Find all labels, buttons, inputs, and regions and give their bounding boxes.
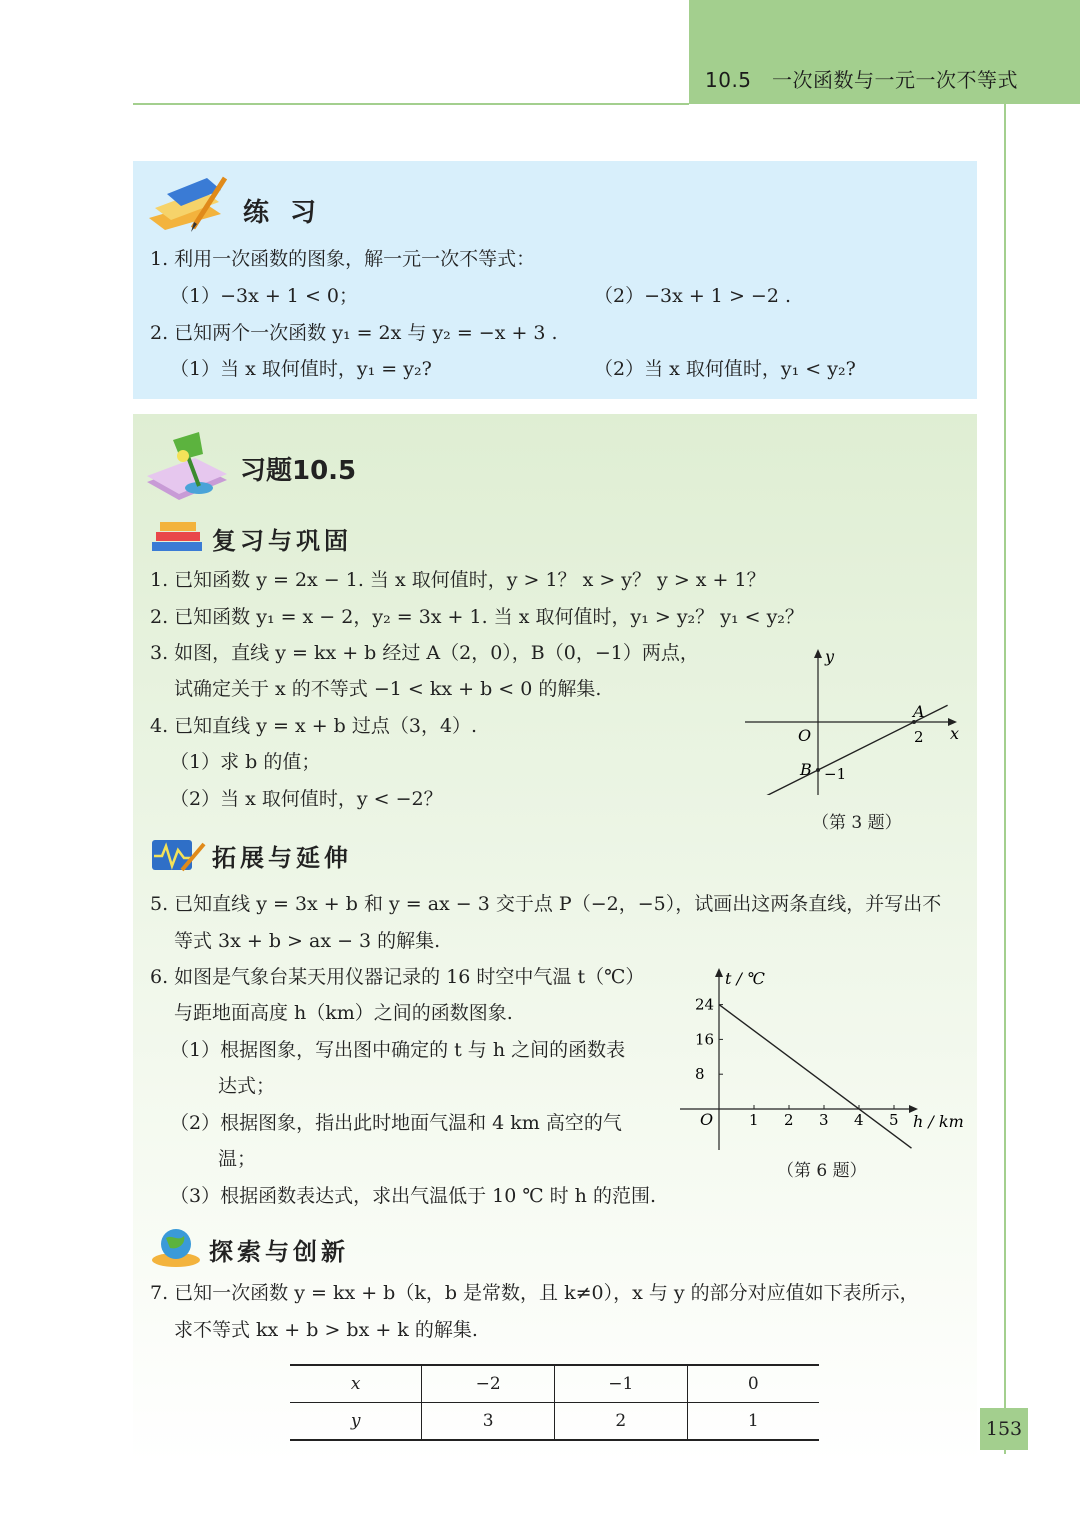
section-header: 10.5 一次函数与一元一次不等式 bbox=[705, 68, 1019, 92]
wave-pencil-icon bbox=[148, 834, 206, 874]
y-tick-label: 24 bbox=[695, 995, 715, 1014]
table-cell: 2 bbox=[554, 1403, 687, 1441]
table-cell: 0 bbox=[687, 1365, 819, 1403]
y-axis-label: t / ℃ bbox=[725, 969, 765, 988]
extend-q6-2: （2）根据图象，指出此时地面气温和 4 km 高空的气 bbox=[170, 1112, 622, 1134]
y-axis-arrow bbox=[814, 649, 822, 658]
practice-q1-2: （2）−3x + 1 > −2 . bbox=[594, 285, 791, 307]
table-cell: x bbox=[350, 1374, 361, 1394]
extend-q6-3: （3）根据函数表达式，求出气温低于 10 ℃ 时 h 的范围. bbox=[170, 1185, 656, 1207]
point-b-label: B bbox=[800, 760, 812, 779]
extend-q6-1-cont: 达式； bbox=[218, 1075, 276, 1097]
review-q2: 2. 已知函数 y₁ = x − 2，y₂ = 3x + 1. 当 x 取何值时，y₁ > y₂？ y₁ < y₂？ bbox=[150, 606, 804, 628]
point-b bbox=[816, 768, 820, 772]
point-b-tick: −1 bbox=[824, 765, 847, 783]
x-tick-label: 4 bbox=[854, 1111, 864, 1129]
practice-title: 练 习 bbox=[243, 198, 323, 228]
books-pencil-icon bbox=[145, 172, 230, 234]
review-q3-cont: 试确定关于 x 的不等式 −1 < kx + b < 0 的解集. bbox=[174, 678, 602, 700]
figure-6-caption: （第 6 题） bbox=[777, 1161, 867, 1181]
table-cell: 3 bbox=[422, 1403, 555, 1441]
page-number: 153 bbox=[980, 1408, 1028, 1450]
practice-q2: 2. 已知两个一次函数 y₁ = 2x 与 y₂ = −x + 3 . bbox=[150, 322, 558, 344]
stacked-books-icon bbox=[148, 518, 206, 554]
explore-title: 探索与创新 bbox=[209, 1238, 349, 1266]
header-rule bbox=[133, 103, 689, 105]
extend-q5: 5. 已知直线 y = 3x + b 和 y = ax − 3 交于点 P（−2，−5），试画出这两条直线，并写出不 bbox=[150, 893, 942, 915]
extend-q6: 6. 如图是气象台某天用仪器记录的 16 时空中气温 t（℃） bbox=[150, 966, 645, 988]
y-tick-label: 8 bbox=[695, 1065, 705, 1084]
explore-q7-cont: 求不等式 kx + b > bx + k 的解集. bbox=[174, 1319, 478, 1341]
table-cell: −2 bbox=[422, 1365, 555, 1403]
table-cell: y bbox=[290, 1403, 422, 1441]
point-a-tick: 2 bbox=[914, 728, 924, 746]
practice-q2-2: （2）当 x 取何值时，y₁ < y₂? bbox=[594, 358, 856, 380]
x-tick-label: 1 bbox=[749, 1111, 759, 1129]
extend-q5-cont: 等式 3x + b > ax − 3 的解集. bbox=[174, 930, 441, 952]
origin-label: O bbox=[798, 726, 812, 745]
review-q4: 4. 已知直线 y = x + b 过点（3，4）. bbox=[150, 715, 478, 737]
globe-icon bbox=[148, 1224, 206, 1268]
review-title: 复习与巩固 bbox=[212, 527, 352, 555]
table-cell: 1 bbox=[687, 1403, 819, 1441]
figure-3-chart bbox=[745, 645, 965, 795]
table-cell: −1 bbox=[554, 1365, 687, 1403]
margin-rule bbox=[1004, 104, 1006, 1454]
practice-q1-1: （1）−3x + 1 < 0； bbox=[170, 285, 358, 307]
practice-q1: 1. 利用一次函数的图象，解一元一次不等式： bbox=[150, 248, 536, 270]
extend-q6-cont: 与距地面高度 h（km）之间的函数图象. bbox=[174, 1002, 513, 1024]
y-axis-arrow bbox=[715, 968, 723, 977]
x-tick-label: 5 bbox=[889, 1111, 899, 1129]
table-row bbox=[290, 1365, 819, 1403]
explore-q7: 7. 已知一次函数 y = kx + b（k，b 是常数，且 k≠0），x 与 y 的部分对应值如下表所示， bbox=[150, 1282, 919, 1304]
x-axis-label: h / km bbox=[913, 1112, 964, 1131]
exercise-title: 习题10.5 bbox=[240, 456, 357, 486]
table-row bbox=[290, 1403, 819, 1441]
lamp-book-icon bbox=[143, 428, 233, 506]
x-tick-label: 3 bbox=[819, 1111, 829, 1129]
x-axis-label: x bbox=[950, 724, 960, 743]
point-a-label: A bbox=[913, 702, 925, 721]
review-q4-1: （1）求 b 的值； bbox=[170, 751, 321, 773]
values-table bbox=[290, 1364, 819, 1441]
extend-title: 拓展与延伸 bbox=[212, 844, 352, 872]
origin-label: O bbox=[700, 1110, 714, 1129]
x-tick-label: 2 bbox=[784, 1111, 794, 1129]
review-q4-2: （2）当 x 取何值时，y < −2？ bbox=[170, 788, 443, 810]
y-axis-label: y bbox=[825, 647, 835, 666]
extend-q6-2-cont: 温； bbox=[218, 1148, 257, 1170]
line-series bbox=[719, 1005, 912, 1149]
figure-3-caption: （第 3 题） bbox=[812, 813, 902, 833]
extend-q6-1: （1）根据图象，写出图中确定的 t 与 h 之间的函数表 bbox=[170, 1039, 626, 1061]
figure-6-chart bbox=[680, 962, 970, 1152]
practice-q2-1: （1）当 x 取何值时，y₁ = y₂? bbox=[170, 358, 432, 380]
review-q1: 1. 已知函数 y = 2x − 1. 当 x 取何值时，y > 1？ x > y？ y > x + 1？ bbox=[150, 569, 766, 591]
y-tick-label: 16 bbox=[695, 1030, 715, 1049]
review-q3: 3. 如图，直线 y = kx + b 经过 A（2，0），B（0，−1）两点， bbox=[150, 642, 699, 664]
